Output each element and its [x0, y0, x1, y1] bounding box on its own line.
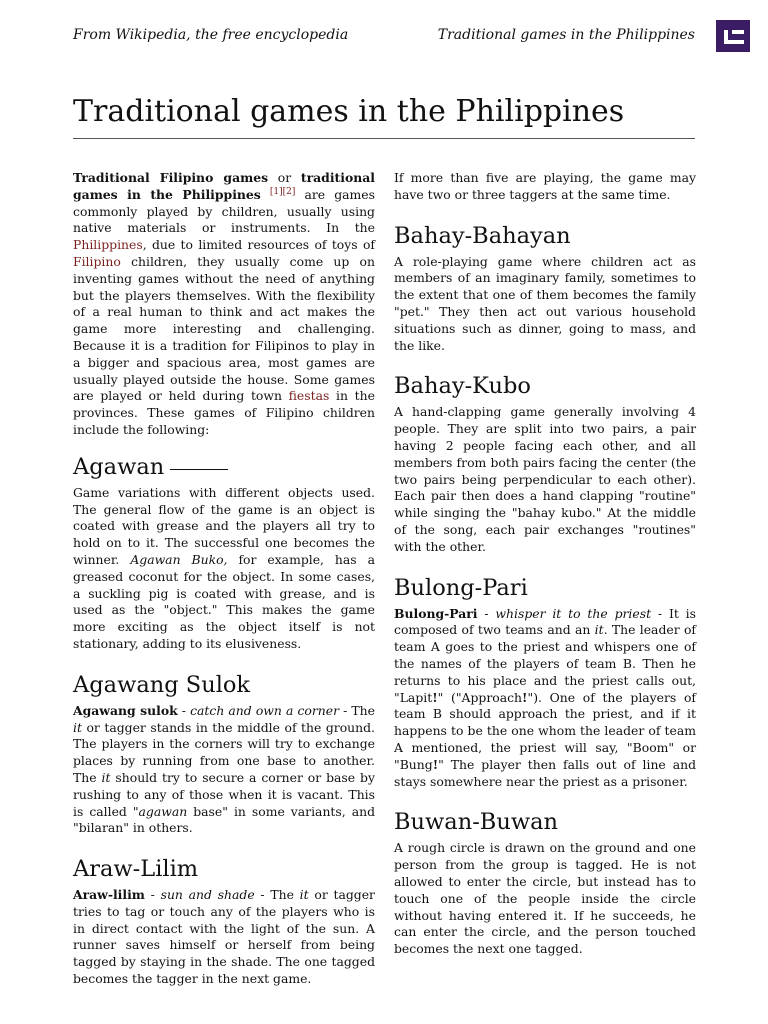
citation-link-2[interactable]: [2]: [282, 186, 296, 197]
section-heading-buwan-buwan: Buwan-Buwan: [394, 809, 558, 836]
araw-lilim-continued-paragraph: If more than five are playing, the game may have two or three taggers at the same time.: [394, 170, 696, 202]
agawang-sulok-paragraph: Agawang sulok - catch and own a corner - The it or tagger stands in the middle of the ground. The players in the corners will try to exchange places by running from one base to another. The it should try to secure a corner or base by rushing to any of those when it is vacant. This is called "agawan base" in some variants, and "bilaran" in others.: [73, 702, 375, 836]
citation-link-1[interactable]: [1]: [269, 186, 283, 197]
header-article-title: Traditional games in the Philippines: [437, 27, 695, 43]
section-heading-agawang-sulok: Agawang Sulok: [73, 671, 251, 698]
page-title: Traditional games in the Philippines: [73, 94, 625, 129]
section-heading-agawan: Agawan: [73, 453, 375, 481]
bahay-kubo-paragraph: A hand-clapping game generally involving 4 people. They are split into two pairs, a pair having 2 people facing each other, and all members from both pairs facing the center (the two pairs being perpendicular to each other). Each pair then does a hand clapping "routine" while singing the "bahay kubo." At the middle of the song, each pair exchanges "routines" with the other.: [394, 404, 696, 554]
section-heading-bahay-kubo: Bahay-Kubo: [394, 373, 531, 400]
left-column: [73, 170, 375, 996]
right-column: [394, 170, 696, 966]
filipino-link[interactable]: Filipino: [73, 253, 121, 269]
header-source: From Wikipedia, the free encyclopedia: [73, 27, 349, 43]
intro-paragraph: Traditional Filipino games or traditional games in the Philippines [1][2] are games commonly played by children, usually using native materials or instruments. In the Philippines, due to limited resources of toys of Filipino children, they usually come up on inventing games without the need of anything but the players themselves. With the flexibility of a real human to think and act makes the game more interesting and challenging. Because it is a tradition for Filipinos to play in a bigger and spacious area, most games are usually played outside the house. Some games are played or held during town fiestas in the provinces. These games of Filipino children include the following:: [73, 170, 375, 437]
page-header: [73, 27, 695, 47]
title-divider: [73, 138, 695, 139]
section-heading-bulong-pari: Bulong-Pari: [394, 574, 528, 601]
section-heading-bahay-bahayan: Bahay-Bahayan: [394, 222, 571, 249]
section-heading-araw-lilim: Araw-Lilim: [73, 856, 199, 883]
fiestas-link[interactable]: fiestas: [288, 388, 330, 404]
agawan-paragraph: Game variations with different objects used. The general flow of the game is an object is coated with grease and the players all try to hold on to it. The successful one becomes the winner. Agawan Buko, for example, has a greased coconut for the object. In some cases, a suckling pig is coated with grease, and is used as the "object." This makes the game more exciting as the object itself is not stationary, adding to its elusiveness.: [73, 484, 375, 651]
logo-icon: [716, 20, 750, 52]
buwan-buwan-paragraph: A rough circle is drawn on the ground and one person from the group is tagged. He is not allowed to enter the circle, but instead has to touch one of the people inside the circle without having entered it. If he succeeds, he can enter the circle, and the person touched becomes the next one tagged.: [394, 840, 696, 957]
heading-blank-line: [170, 468, 228, 470]
philippines-link[interactable]: Philippines: [73, 237, 143, 253]
bulong-pari-paragraph: Bulong-Pari - whisper it to the priest - It is composed of two teams and an it. The leader of team A goes to the priest and whispers one of the names of the players of team B. Then he returns to his place and the priest calls out, "Lapit!" ("Approach!"). One of the players of team B should approach the priest, and if it happens to be the one whom the leader of team A mentioned, the priest will say, "Boom" or "Bung!" The player then falls out of line and stays somewhere near the priest as a prisoner.: [394, 605, 697, 789]
bahay-bahayan-paragraph: A role-playing game where children act as members of an imaginary family, sometimes to the extent that one of them becomes the family "pet." They then act out various household situations such as dinner, going to mass, and the like.: [394, 253, 696, 353]
araw-lilim-paragraph: Araw-lilim - sun and shade - The it or tagger tries to tag or touch any of the players who is in direct contact with the light of the sun. A runner saves himself or herself from being tagged by staying in the shade. The one tagged becomes the tagger in the next game.: [73, 887, 375, 987]
